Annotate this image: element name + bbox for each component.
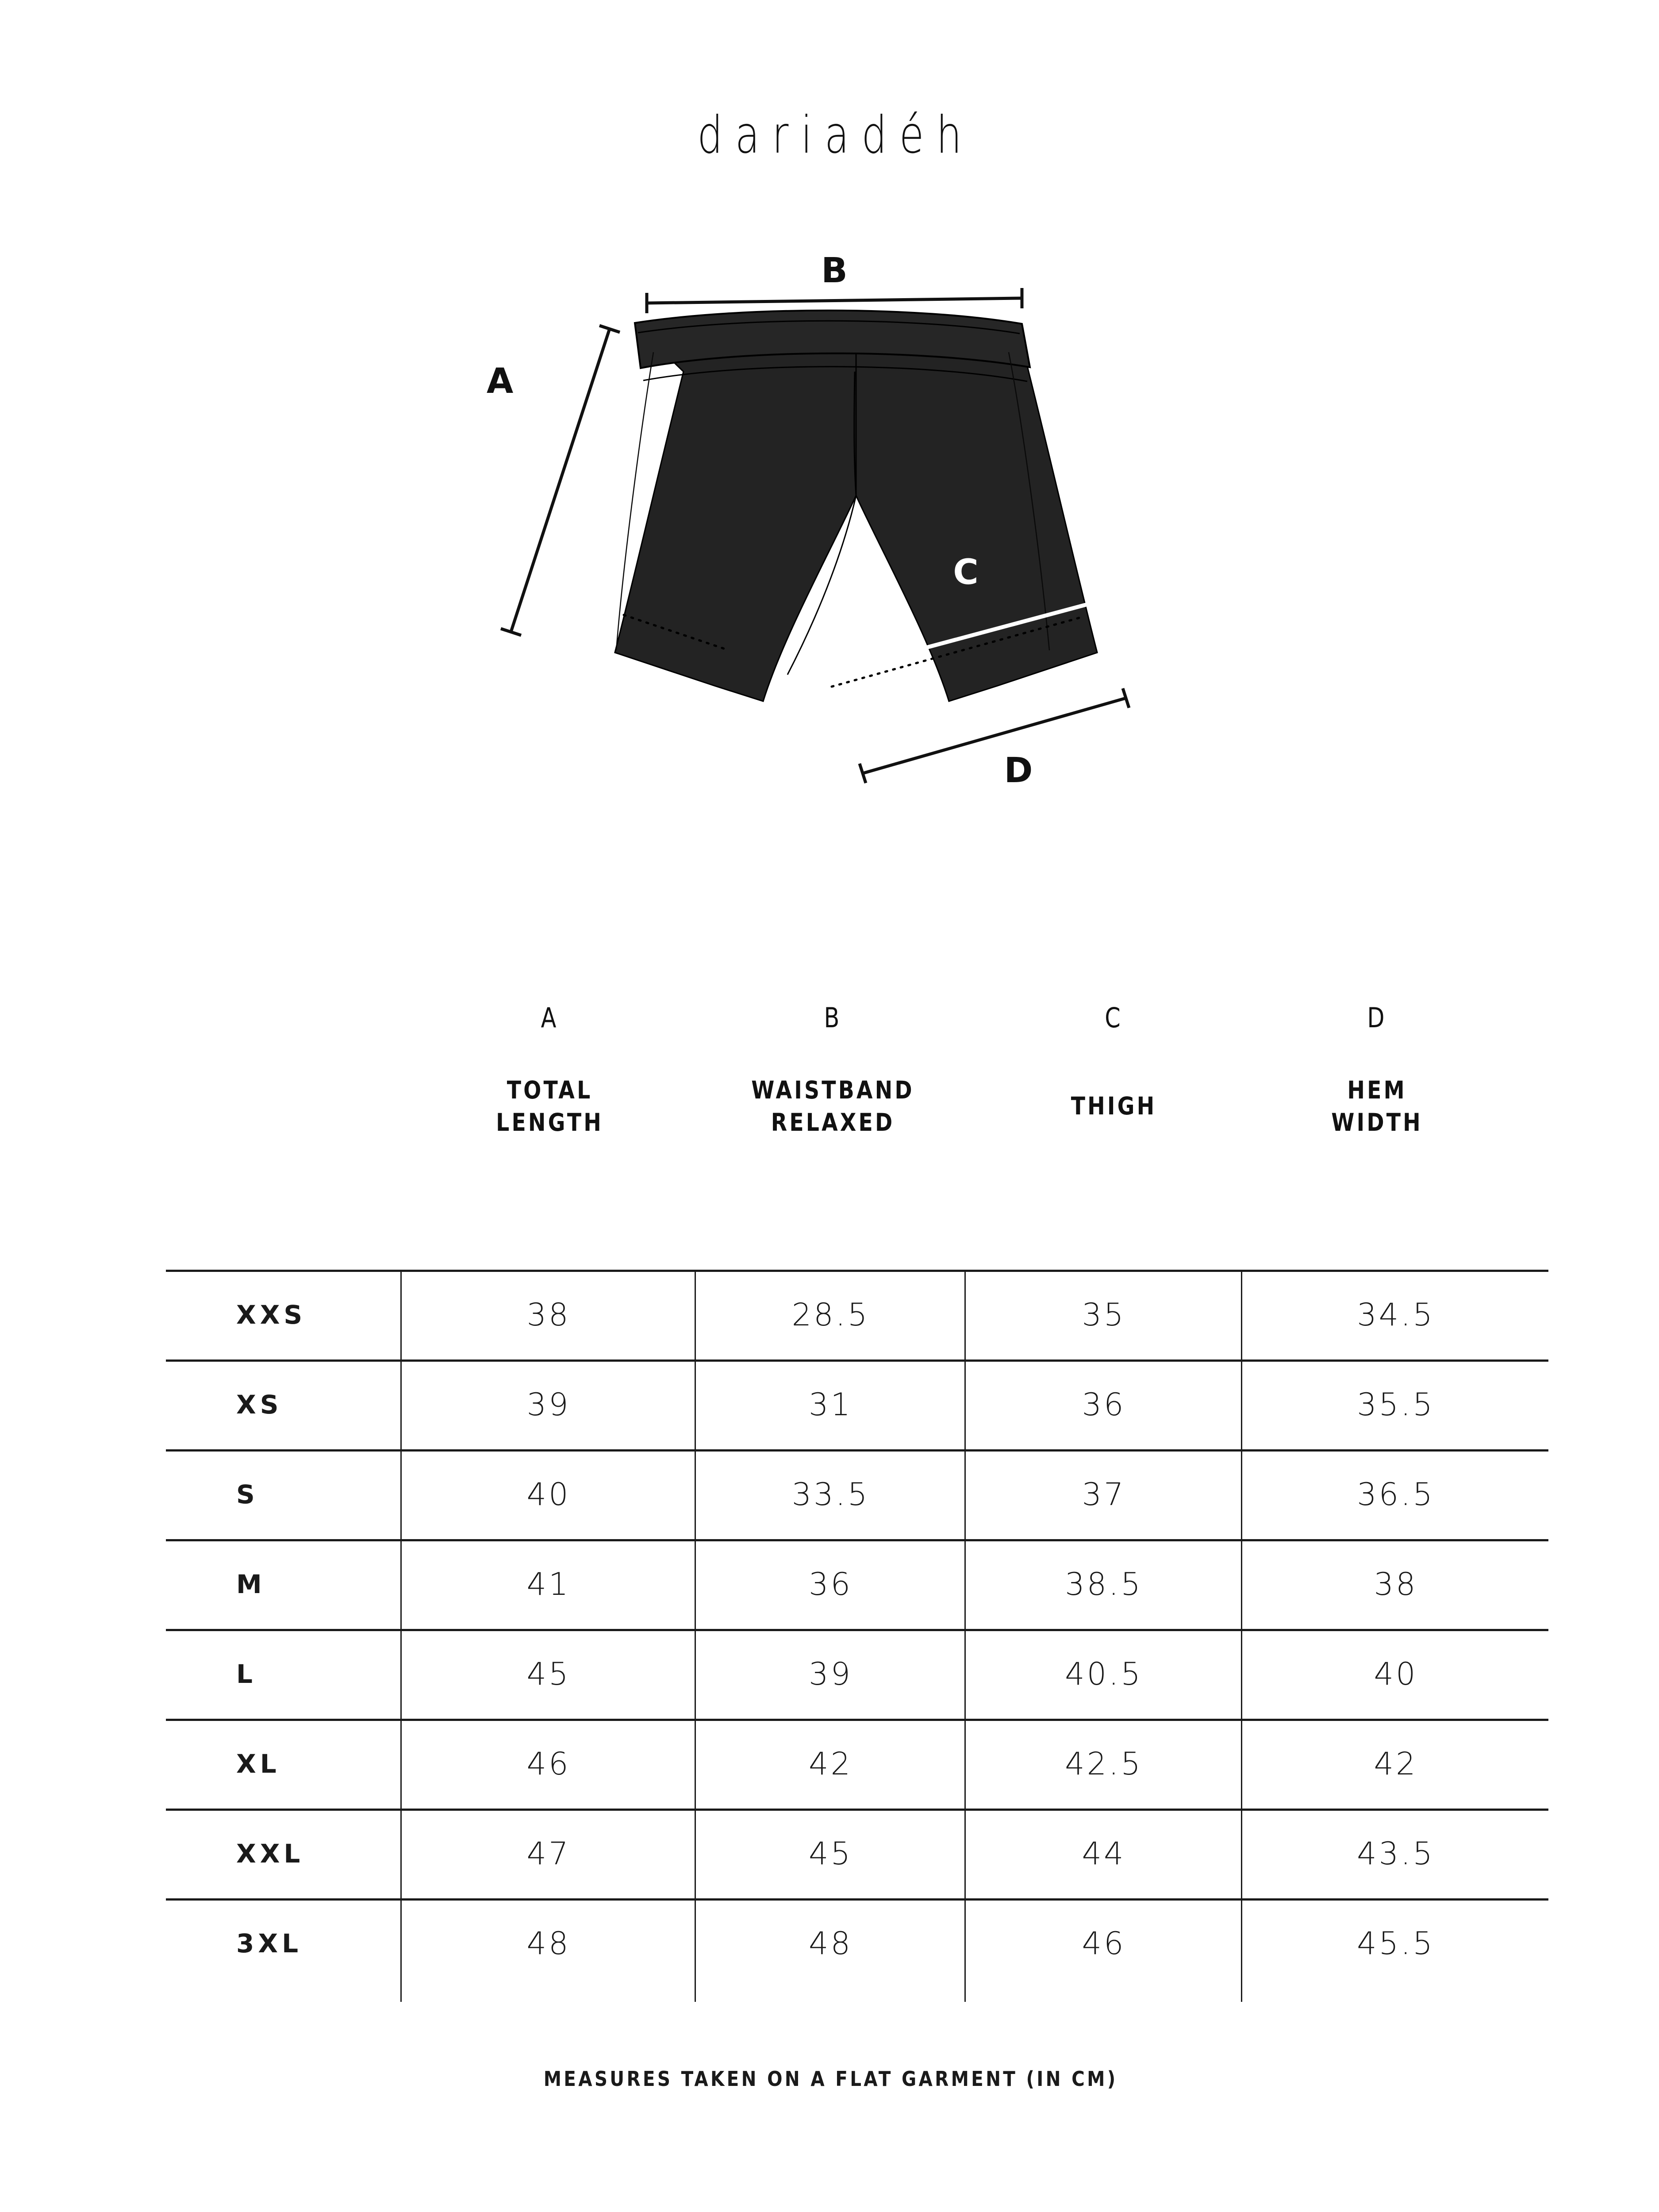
cell-waistband: 31 [808,1386,853,1423]
dimension-label-a: A [486,361,514,401]
cell-thigh: 40.5 [1065,1655,1143,1692]
cell-total-length: 48 [526,1925,571,1962]
size-chart-table [166,1004,1548,1991]
table-grid [166,1270,1548,1991]
dimension-line-a [501,326,620,635]
dimension-label-b: B [821,251,848,291]
column-name-d-line1: HEM [1347,1076,1407,1104]
dimension-line-d [860,688,1129,783]
table-row[interactable] [166,1270,1548,1359]
cell-size: S [236,1479,259,1509]
cell-hem-width: 38 [1374,1566,1418,1602]
cell-size: XL [236,1748,280,1779]
cell-thigh: 44 [1082,1835,1126,1872]
cell-size: XXS [236,1299,307,1330]
dimension-label-d: D [1004,751,1033,791]
cell-waistband: 39 [808,1655,853,1692]
cell-waistband: 28.5 [791,1296,870,1333]
table-row[interactable] [166,1449,1548,1539]
cell-hem-width: 43.5 [1357,1835,1435,1872]
cell-total-length: 40 [526,1476,571,1513]
cell-thigh: 38.5 [1065,1566,1143,1602]
column-letter-d: D [1367,1002,1385,1034]
cell-thigh: 35 [1082,1296,1126,1333]
column-name-a [423,1074,674,1138]
cell-hem-width: 34.5 [1357,1296,1435,1333]
cell-thigh: 37 [1082,1476,1126,1513]
garment-technical-drawing [434,239,1243,832]
column-letter-a: A [541,1002,557,1034]
cell-hem-width: 45.5 [1357,1925,1435,1962]
column-name-b-line1: WAISTBAND [751,1076,914,1104]
cell-waistband: 33.5 [791,1476,870,1513]
cell-waistband: 42 [808,1745,853,1782]
table-row[interactable] [166,1719,1548,1809]
table-row[interactable] [166,1629,1548,1719]
column-header-b [686,1004,978,1138]
cell-size: 3XL [236,1928,303,1959]
cell-hem-width: 42 [1374,1745,1418,1782]
table-row[interactable] [166,1809,1548,1898]
column-name-c-line1: THIGH [1071,1092,1157,1120]
cell-size: M [236,1569,266,1599]
dimension-label-c: C [953,553,979,592]
cell-waistband: 45 [808,1835,853,1872]
cell-hem-width: 35.5 [1357,1386,1435,1423]
table-row[interactable] [166,1359,1548,1449]
column-name-b-line2: RELAXED [771,1108,895,1137]
cell-size: XS [236,1389,283,1420]
cell-hem-width: 36.5 [1357,1476,1435,1513]
shorts-body [615,311,1097,701]
cell-total-length: 45 [526,1655,571,1692]
cell-waistband: 48 [808,1925,853,1962]
column-header-c [967,1004,1259,1122]
cell-total-length: 46 [526,1745,571,1782]
cell-thigh: 36 [1082,1386,1126,1423]
table-row[interactable] [166,1898,1548,1988]
cell-size: L [236,1659,257,1689]
column-header-d [1230,1004,1522,1138]
cell-size: XXL [236,1838,304,1869]
cell-thigh: 42.5 [1065,1745,1143,1782]
cell-total-length: 41 [526,1566,571,1602]
column-letter-c: C [1105,1002,1121,1034]
column-letter-b: B [824,1002,840,1034]
table-row[interactable] [166,1539,1548,1629]
brand-logo: dariadéh [697,105,974,165]
column-name-d-line2: WIDTH [1331,1108,1423,1137]
column-name-b [706,1074,957,1138]
table-column-headers [166,1004,1548,1270]
cell-thigh: 46 [1082,1925,1126,1962]
column-header-a [403,1004,695,1138]
cell-hem-width: 40 [1374,1655,1418,1692]
column-name-a-line1: TOTAL [507,1076,593,1104]
cell-total-length: 38 [526,1296,571,1333]
measurement-note: MEASURES TAKEN ON A FLAT GARMENT (IN CM) [543,2067,1118,2091]
cell-total-length: 47 [526,1835,571,1872]
column-name-a-line2: LENGTH [496,1108,604,1137]
dimension-line-b [647,288,1022,313]
cell-waistband: 36 [808,1566,853,1602]
column-name-c [987,1090,1238,1122]
column-name-d [1250,1074,1502,1138]
cell-total-length: 39 [526,1386,571,1423]
